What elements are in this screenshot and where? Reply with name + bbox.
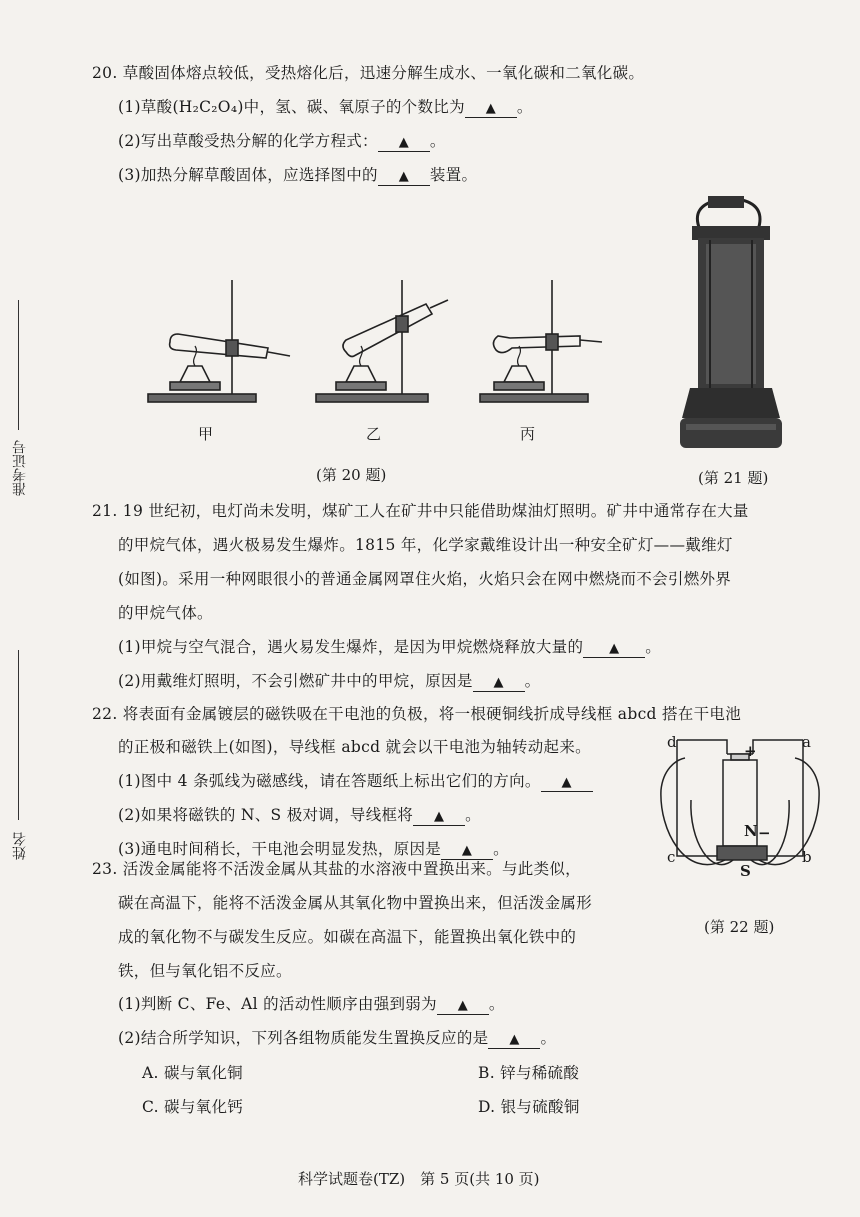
answer-mark: ▲ (493, 675, 504, 690)
q23-line4: 铁，但与氧化铝不反应。 (118, 962, 292, 980)
label-S: S (740, 862, 751, 880)
label-c: c (667, 848, 676, 866)
answer-mark: ▲ (398, 169, 410, 184)
q23-option-a: A. 碳与氧化铜 (142, 1064, 243, 1082)
q23-option-c: C. 碳与氧化钙 (142, 1098, 244, 1116)
q22-part1: (1)图中 4 条弧线为磁感线，请在答题纸上标出它们的方向。 ▲ (118, 772, 593, 792)
q21-part2: (2)用戴维灯照明，不会引燃矿井中的甲烷，原因是 ▲ 。 (118, 672, 541, 690)
q21-line4: 的甲烷气体。 (118, 604, 213, 622)
q21-line3: (如图)。采用一种网眼很小的普通金属网罩住火焰，火焰只会在网中燃烧而不会引燃外界 (118, 570, 732, 588)
q20-apparatus-figure (140, 270, 620, 415)
answer-mark: ▲ (561, 775, 572, 790)
name-line (18, 650, 19, 820)
answer-mark: ▲ (433, 809, 445, 824)
label-a: a (802, 733, 811, 751)
exam-id-label: 准考证号 (12, 440, 28, 496)
q20-caption: (第 20 题) (316, 466, 387, 484)
q20-part1: (1)草酸(H₂C₂O₄)中，氢、碳、氧原子的个数比为 ▲ 。 (118, 98, 533, 116)
q20-part3: (3)加热分解草酸固体，应选择图中的 ▲ 装置。 (118, 166, 478, 184)
label-b: b (802, 848, 812, 866)
q23-line3: 成的氧化物不与碳发生反应。如碳在高温下，能置换出氧化铁中的 (118, 928, 577, 946)
q22-line1: 22. 将表面有金属镀层的磁铁吸在干电池的负极，将一根硬铜线折成导线框 abcd 搭在干电池 (92, 705, 741, 723)
answer-mark: ▲ (398, 135, 410, 150)
q20-stem: 20. 草酸固体熔点较低，受热熔化后，迅速分解生成水、一氧化碳和二氧化碳。 (92, 64, 645, 82)
apparatus-label-bing: 丙 (520, 425, 536, 443)
q23-part1: (1)判断 C、Fe、Al 的活动性顺序由强到弱为 ▲ 。 (118, 995, 505, 1013)
answer-mark: ▲ (485, 101, 497, 116)
apparatus-bing (480, 280, 602, 402)
answer-mark: ▲ (461, 843, 473, 858)
q22-line2: 的正极和磁铁上(如图)，导线框 abcd 就会以干电池为轴转动起来。 (118, 738, 591, 756)
apparatus-label-yi: 乙 (366, 425, 382, 443)
page-footer: 科学试题卷(TZ) 第 5 页(共 10 页) (298, 1170, 540, 1188)
q21-caption: (第 21 题) (698, 469, 769, 487)
q23-option-b: B. 锌与稀硫酸 (478, 1064, 580, 1082)
q23-line2: 碳在高温下，能将不活泼金属从其氧化物中置换出来，但活泼金属形 (118, 894, 593, 912)
q21-part1: (1)甲烷与空气混合，遇火易发生爆炸，是因为甲烷燃烧释放大量的 ▲ 。 (118, 638, 662, 656)
q23-line1: 23. 活泼金属能将不活泼金属从其盐的水溶液中置换出来。与此类似， (92, 860, 581, 878)
answer-mark: ▲ (509, 1032, 520, 1047)
davy-lamp-image (670, 192, 790, 457)
q22-part2: (2)如果将磁铁的 N、S 极对调，导线框将 ▲ 。 (118, 806, 481, 824)
label-N: N (744, 822, 758, 840)
label-plus: + (744, 742, 757, 760)
label-d: d (667, 733, 677, 751)
q23-option-d: D. 银与硫酸铜 (478, 1098, 580, 1116)
apparatus-label-jia: 甲 (198, 425, 214, 443)
q21-line1: 21. 19 世纪初，电灯尚未发明，煤矿工人在矿井中只能借助煤油灯照明。矿井中通常存在大量 (92, 502, 749, 520)
name-label: 姓名 (12, 832, 28, 860)
q21-line2: 的甲烷气体，遇火极易发生爆炸。1815 年，化学家戴维设计出一种安全矿灯——戴维灯 (118, 536, 733, 554)
answer-mark: ▲ (457, 998, 469, 1013)
q20-part2: (2)写出草酸受热分解的化学方程式： ▲ 。 (118, 132, 446, 150)
answer-mark: ▲ (609, 641, 620, 656)
apparatus-yi (316, 280, 448, 402)
q23-part2: (2)结合所学知识，下列各组物质能发生置换反应的是 ▲ 。 (118, 1029, 557, 1047)
apparatus-jia (148, 280, 290, 402)
label-minus: − (758, 824, 771, 842)
q22-caption: (第 22 题) (704, 918, 775, 936)
exam-id-line (18, 300, 19, 430)
q22-part3: (3)通电时间稍长，干电池会明显发热，原因是 ▲ 。 (118, 840, 509, 858)
